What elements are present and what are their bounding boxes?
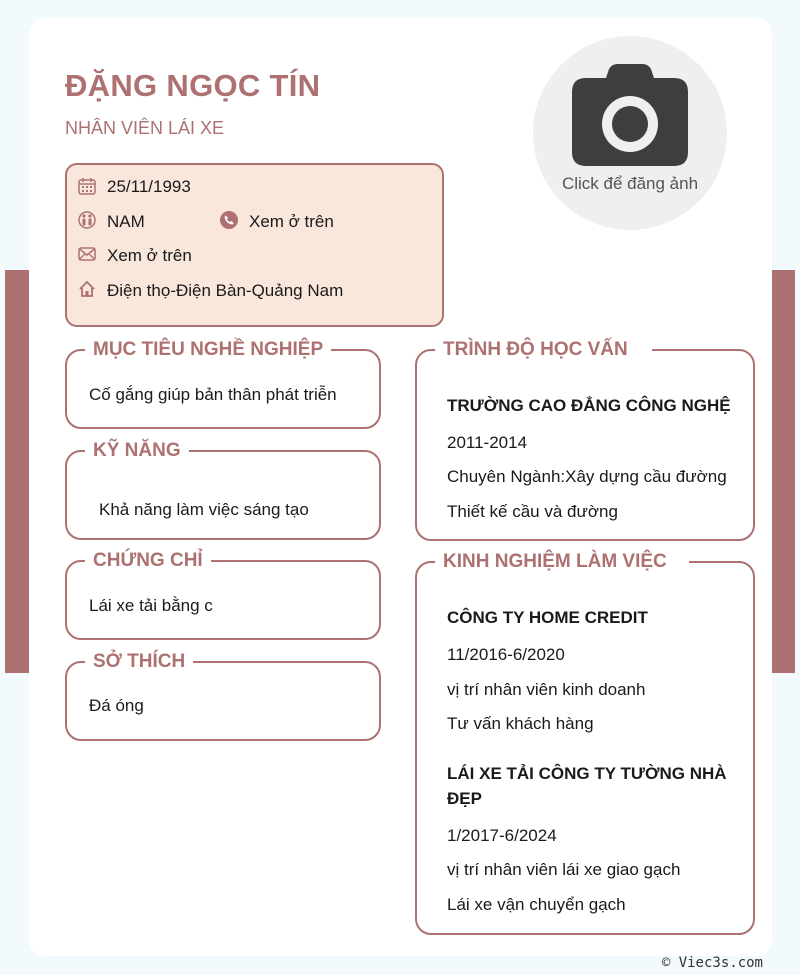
job-position: vị trí nhân viên lái xe giao gạch xyxy=(447,860,681,879)
objective-text: Cố gắng giúp bản thân phát triễn xyxy=(89,385,337,404)
gender-icon xyxy=(78,211,96,229)
phone-icon xyxy=(219,210,239,230)
skills-section xyxy=(65,440,381,540)
job-company-continued: ĐẸP xyxy=(447,789,482,808)
photo-upload-label: Click để đăng ảnh xyxy=(561,174,699,193)
candidate-name: ĐẶNG NGỌC TÍN xyxy=(65,68,321,103)
home-icon xyxy=(78,280,96,298)
job-title: NHÂN VIÊN LÁI XE xyxy=(65,118,225,138)
job-description: Tư vấn khách hàng xyxy=(447,714,594,733)
education-period: 2011-2014 xyxy=(447,433,528,452)
email-icon xyxy=(78,246,96,262)
job-description: Lái xe vận chuyển gạch xyxy=(447,895,626,914)
email-value: Xem ở trên xyxy=(107,246,192,265)
education-school: TRƯỜNG CAO ĐẲNG CÔNG NGHỆ xyxy=(447,396,731,415)
job-position: vị trí nhân viên kinh doanh xyxy=(447,680,646,699)
hobbies-title: SỞ THÍCH xyxy=(85,651,193,673)
photo-upload-button[interactable] xyxy=(533,36,727,230)
left-accent-band xyxy=(5,270,29,673)
experience-title: KINH NGHIỆM LÀM VIỆC xyxy=(435,551,689,573)
hobbies-text: Đá óng xyxy=(89,696,144,715)
address-value: Điện thọ-Điện Bàn-Quảng Nam xyxy=(107,281,344,300)
education-detail: Thiết kế cầu và đường xyxy=(447,502,618,521)
education-major: Chuyên Ngành:Xây dựng cầu đường xyxy=(447,467,727,486)
watermark: © Viec3s.com xyxy=(661,955,763,971)
camera-icon xyxy=(572,64,688,166)
job-company: CÔNG TY HOME CREDIT xyxy=(447,608,648,627)
right-accent-band xyxy=(771,270,795,673)
education-title: TRÌNH ĐỘ HỌC VẤN xyxy=(435,339,652,361)
certificates-title: CHỨNG CHỈ xyxy=(85,550,211,572)
certificates-text: Lái xe tải bằng c xyxy=(89,596,213,615)
skills-text: Khả năng làm việc sáng tạo xyxy=(99,500,309,519)
gender-value: NAM xyxy=(107,212,145,231)
job-period: 1/2017-6/2024 xyxy=(447,826,557,845)
calendar-icon xyxy=(78,177,96,195)
birthday-value: 25/11/1993 xyxy=(107,177,191,196)
job-company: LÁI XE TẢI CÔNG TY TƯỜNG NHÀ xyxy=(447,764,727,783)
skills-title: KỸ NĂNG xyxy=(85,440,189,462)
objective-title: MỤC TIÊU NGHỀ NGHIỆP xyxy=(85,339,331,361)
job-period: 11/2016-6/2020 xyxy=(447,645,565,664)
phone-value: Xem ở trên xyxy=(249,212,334,231)
